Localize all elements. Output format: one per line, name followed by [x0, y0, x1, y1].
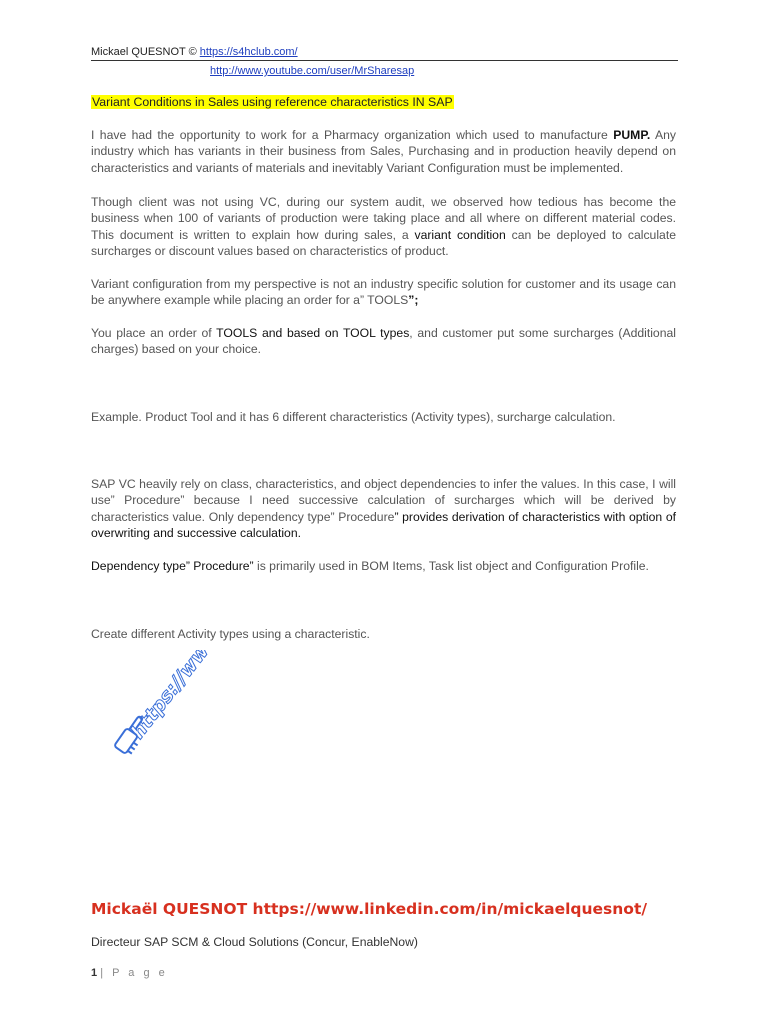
watermark-graphic — [100, 650, 260, 780]
footer-role: Directeur SAP SCM & Cloud Solutions (Concur, EnableNow) — [91, 935, 418, 949]
page-number-value: 1 — [91, 967, 98, 979]
footer-linkedin[interactable]: Mickaël QUESNOT https://www.linkedin.com/in/mickaelquesnot/ — [91, 900, 648, 918]
document-title: Variant Conditions in Sales using reference characteristics IN SAP — [92, 95, 453, 109]
author-name: Mickael QUESNOT © — [91, 46, 197, 58]
page-label: | P a g e — [100, 967, 168, 979]
header-author — [91, 46, 298, 58]
watermark-text: https://ww — [126, 650, 214, 744]
header-divider — [91, 60, 678, 61]
youtube-link-line — [210, 65, 414, 77]
paragraph-3: Variant configuration from my perspective is not an industry specific solution for customer and its usage can be anywhere example while placing an order for a” TOOLS”; — [91, 277, 676, 308]
watermark — [100, 650, 260, 780]
paragraph-6: SAP VC heavily rely on class, characteristics, and object dependencies to infer the values. In this case, I will use” Procedure” because I need successive calculation of surcharges which will be derived by characteristics value. Only dependency type” Procedure” provides derivation of characteristics with option of overwriting and successive calculation. — [91, 477, 677, 540]
paragraph-4: You place an order of TOOLS and based on TOOL types, and customer put some surcharges (Additional charges) based on your choice. — [91, 326, 676, 357]
paragraph-8: Create different Activity types using a characteristic. — [91, 627, 370, 641]
paragraph-7: Dependency type” Procedure” is primarily used in BOM Items, Task list object and Configuration Profile. — [91, 559, 649, 573]
youtube-link[interactable]: http://www.youtube.com/user/MrSharesap — [210, 65, 415, 77]
paragraph-2: Though client was not using VC, during our system audit, we observed how tedious has become the business when 100 of variants of production were taking place and all where on different material codes. This document is written to explain how during sales, a variant condition can be deployed to calculate surcharges or discount values based on characteristics of product. — [91, 195, 676, 258]
page-number — [91, 967, 168, 979]
paragraph-5: Example. Product Tool and it has 6 different characteristics (Activity types), surcharge calculation. — [91, 410, 616, 424]
paragraph-1: I have had the opportunity to work for a Pharmacy organization which used to manufacture PUMP. Any industry which has variants in their business from Sales, Purchasing and in production heavily depend on characteristics and variants of materials and inevitably Variant Configuration must be implemented. — [91, 128, 677, 175]
site-link[interactable]: https://s4hclub.com/ — [199, 46, 298, 58]
